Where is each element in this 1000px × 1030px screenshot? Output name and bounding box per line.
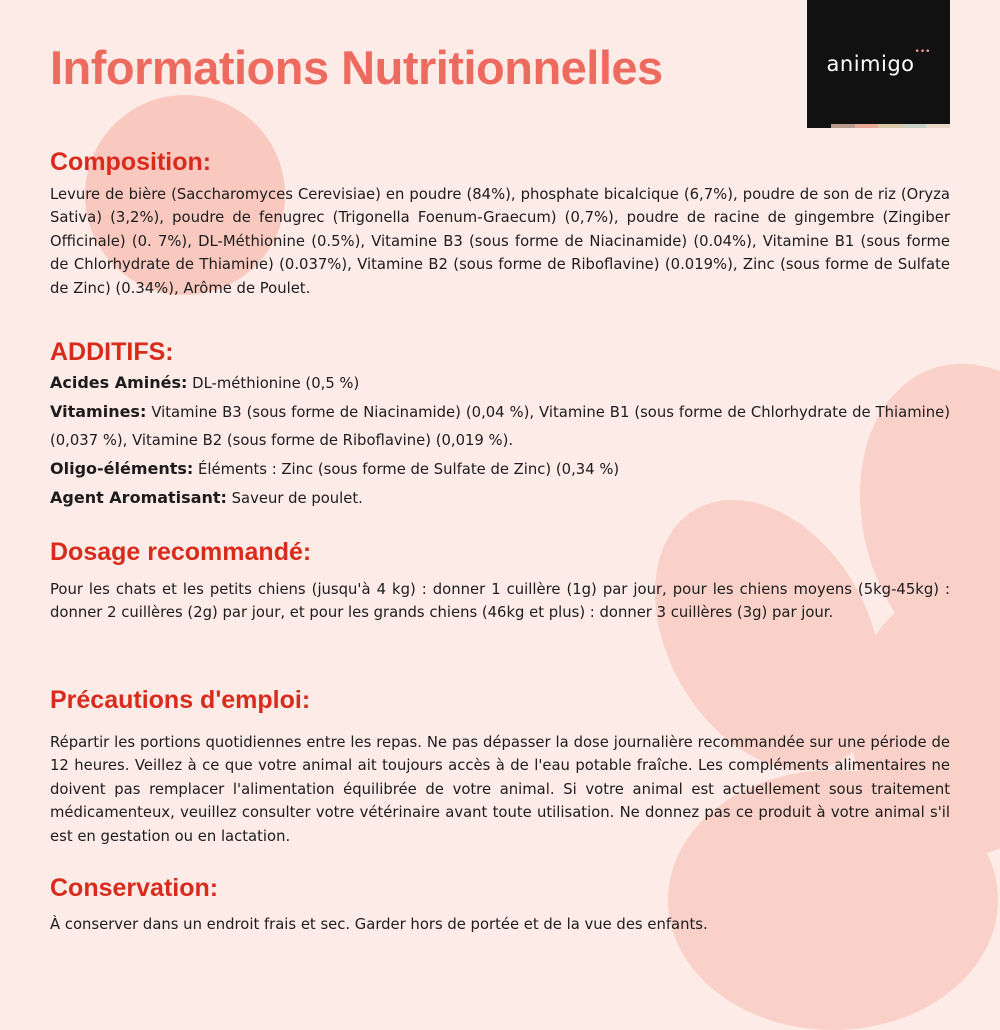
precautions-heading: Précautions d'emploi: [50, 686, 311, 714]
logo-stripe [855, 124, 879, 128]
additif-value: Vitamine B3 (sous forme de Niacinamide) (0,04 %), Vitamine B1 (sous forme de Chlorhydrate de Thiamine) (0,037 %), Vitamine B2 (sous forme de Riboflavine) (0,019 %). [50, 404, 950, 449]
dosage-text: Pour les chats et les petits chiens (jusqu'à 4 kg) : donner 1 cuillère (1g) par jour, pour les chiens moyens (5kg-45kg) : donner 2 cuillères (2g) par jour, et pour les grands chiens (46kg et plus) : donner 3 cuillères (3g) par jour. [50, 581, 950, 622]
logo-stripe [902, 124, 926, 128]
dosage-heading: Dosage recommandé: [50, 538, 312, 566]
brand-logo [807, 0, 950, 128]
conservation-text: À conserver dans un endroit frais et sec. Garder hors de portée et de la vue des enfants. [50, 916, 708, 933]
logo-stripe [926, 124, 950, 128]
composition-section [50, 148, 950, 300]
additif-label: Acides Aminés: [50, 373, 188, 392]
dosage-section [50, 538, 950, 625]
additif-label: Agent Aromatisant: [50, 488, 227, 507]
conservation-section [50, 874, 950, 936]
precautions-section [50, 686, 950, 848]
precautions-text: Répartir les portions quotidiennes entre les repas. Ne pas dépasser la dose journalière recommandée sur une période de 12 heures. Veillez à ce que votre animal ait toujours accès à de l'eau potable fraîche. Les compléments alimentaires ne doivent pas remplacer l'alimentation équilibrée de votre animal. Si votre animal est actuellement sous traitement médicamenteux, veuillez consulter votre vétérinaire avant toute utilisation. Ne donnez pas ce produit à votre animal s'il est en gestation ou en lactation. [50, 734, 950, 845]
additifs-list [50, 369, 950, 513]
logo-stripe [831, 124, 855, 128]
additif-label: Oligo-éléments: [50, 459, 194, 478]
brand-logo-text: animigo [826, 52, 915, 76]
additif-item [50, 484, 950, 513]
additif-value: Saveur de poulet. [231, 490, 363, 507]
additif-value: Éléments : Zinc (sous forme de Sulfate de Zinc) (0,34 %) [198, 461, 620, 478]
page-title: Informations Nutritionnelles [50, 41, 663, 94]
conservation-heading: Conservation: [50, 874, 219, 902]
additif-item [50, 369, 950, 398]
logo-stripe [807, 124, 831, 128]
paw-icon: ••• [914, 47, 931, 57]
additif-value: DL-méthionine (0,5 %) [192, 375, 360, 392]
composition-text: Levure de bière (Saccharomyces Cerevisiae) en poudre (84%), phosphate bicalcique (6,7%), poudre de son de riz (Oryza Sativa) (3,2%), poudre de fenugrec (Trigonella Foenum-Graecum) (0,7%), poudre de racine de gingembre (Zingiber Officinale) (0. 7%), DL-Méthionine (0.5%), Vitamine B3 (sous forme de Niacinamide) (0.04%), Vitamine B1 (sous forme de Chlorhydrate de Thiamine) (0.037%), Vitamine B2 (sous forme de Riboflavine) (0.019%), Zinc (sous forme de Sulfate de Zinc) (0.34%), Arôme de Poulet. [50, 186, 950, 297]
additifs-heading: ADDITIFS: [50, 338, 174, 366]
additif-label: Vitamines: [50, 402, 147, 421]
additif-item [50, 398, 950, 455]
logo-stripe [878, 124, 902, 128]
composition-heading: Composition: [50, 148, 212, 176]
additif-item [50, 455, 950, 484]
additifs-section [50, 338, 950, 513]
logo-color-stripes [807, 124, 950, 128]
